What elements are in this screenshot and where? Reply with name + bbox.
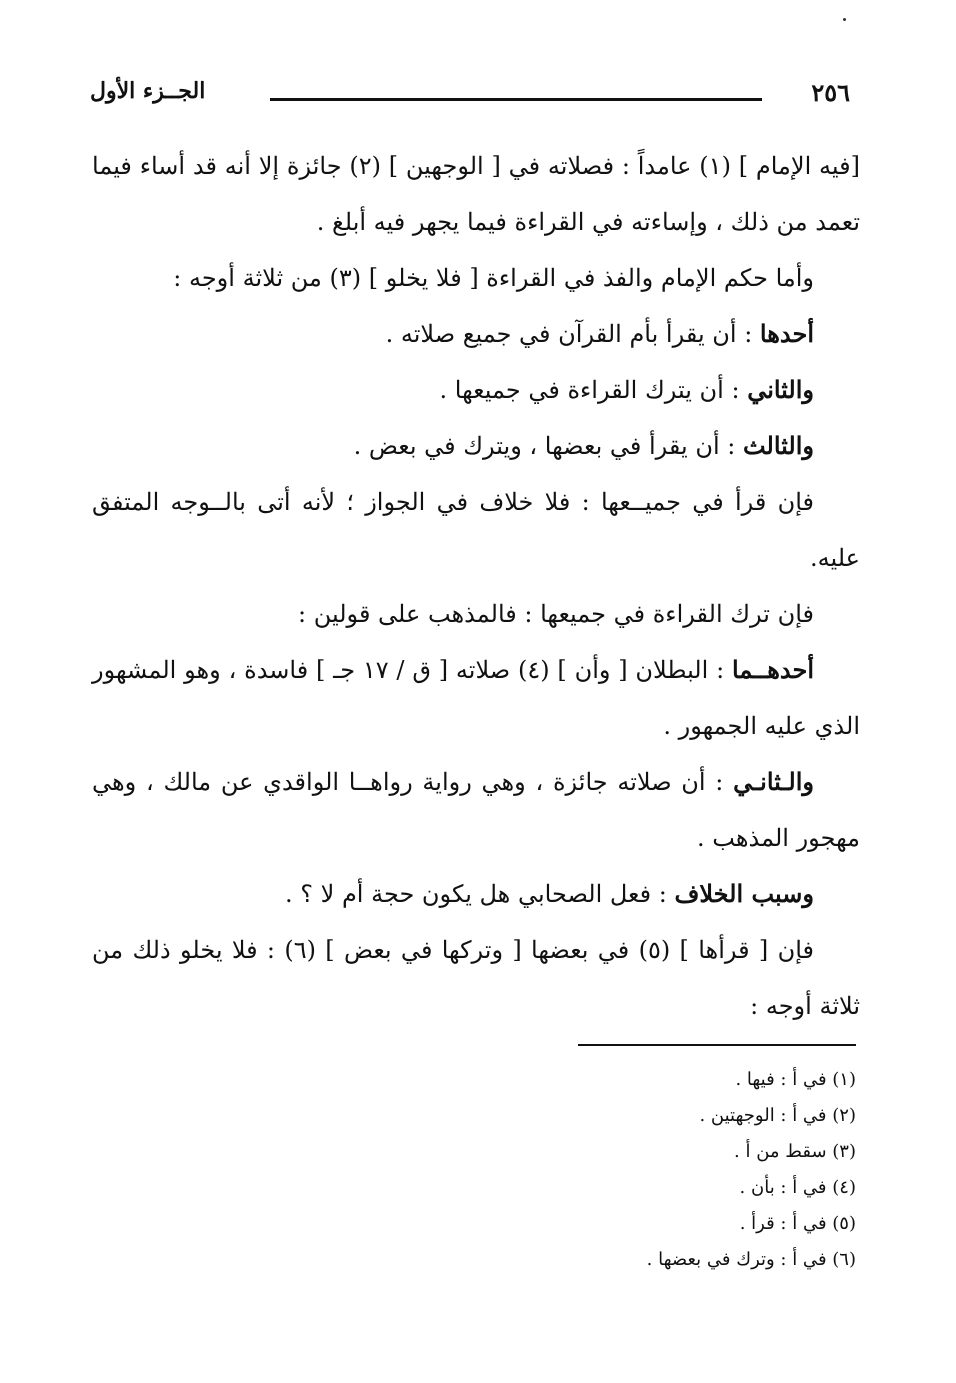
footnote: (٤) في أ : بأن . xyxy=(739,1177,856,1198)
paragraph-text: : أن يقرأ في بعضها ، ويترك في بعض . xyxy=(353,432,743,460)
part-title: الجــزء الأول xyxy=(90,78,206,104)
paragraph xyxy=(92,362,860,418)
footnotes xyxy=(300,1062,856,1278)
paragraph xyxy=(92,866,860,922)
header-rule xyxy=(270,98,762,101)
paragraph xyxy=(92,418,860,474)
paragraph-text: : أن صلاته جائزة ، وهي رواية رواهــا الواقدي عن مالك ، وهي مهجور المذهب . xyxy=(92,768,860,852)
paragraph xyxy=(92,754,860,866)
footnote: (٢) في أ : الوجهتين . xyxy=(699,1105,856,1126)
paragraph-label: والثاني xyxy=(747,375,814,404)
paragraph-text: : فعل الصحابي هل يكون حجة أم لا ؟ . xyxy=(285,880,675,908)
paragraph: [فيه الإمام ] (١) عامداً : فصلاته في [ الوجهين ] (٢) جائزة إلا أنه قد أساء فيما تعمد من ذلك ، وإساءته في القراءة فيما يجهر فيه أبلغ . xyxy=(92,152,861,236)
paragraph-label: والثالث xyxy=(742,431,814,460)
paragraph-label: والـثانـي xyxy=(733,767,814,796)
paragraph-text: : أن يقرأ بأم القرآن في جميع صلاته . xyxy=(385,320,760,348)
paragraph xyxy=(92,642,860,754)
paragraph-label: وسبب الخلاف xyxy=(674,879,814,908)
paragraph: فإن ترك القراءة في جميعها : فالمذهب على قولين : xyxy=(298,600,814,628)
paragraph: فإن [ قرأها ] (٥) في بعضها [ وتركها في بعض ] (٦) : فلا يخلو ذلك من ثلاثة أوجه : xyxy=(92,936,860,1020)
page-header xyxy=(90,78,850,114)
footnote-separator xyxy=(578,1044,856,1046)
main-text xyxy=(92,138,860,1034)
footnote: (٥) في أ : قرأ . xyxy=(739,1213,856,1234)
footnote: (٦) في أ : وترك في بعضها . xyxy=(646,1249,856,1270)
paragraph: وأما حكم الإمام والفذ في القراءة [ فلا يخلو ] (٣) من ثلاثة أوجه : xyxy=(173,264,814,292)
paragraph-text: : أن يترك القراءة في جميعها . xyxy=(439,376,748,404)
paragraph-label: أحدها xyxy=(759,319,814,348)
footnote: (١) في أ : فيها . xyxy=(735,1069,856,1090)
paragraph-text: : البطلان [ وأن ] (٤) صلاته [ ق / ١٧ جـ ] فاسدة ، وهو المشهور الذي عليه الجمهور . xyxy=(92,656,860,740)
page-number: ٢٥٦ xyxy=(811,78,850,107)
paragraph: فإن قرأ في جميــعها : فلا خلاف في الجواز ؛ لأنه أتى بالــوجه المتفق عليه. xyxy=(92,488,860,572)
paragraph xyxy=(92,306,860,362)
footnote: (٣) سقط من أ . xyxy=(734,1141,856,1162)
scan-speck xyxy=(843,18,846,21)
paragraph-label: أحدهــما xyxy=(732,655,815,684)
